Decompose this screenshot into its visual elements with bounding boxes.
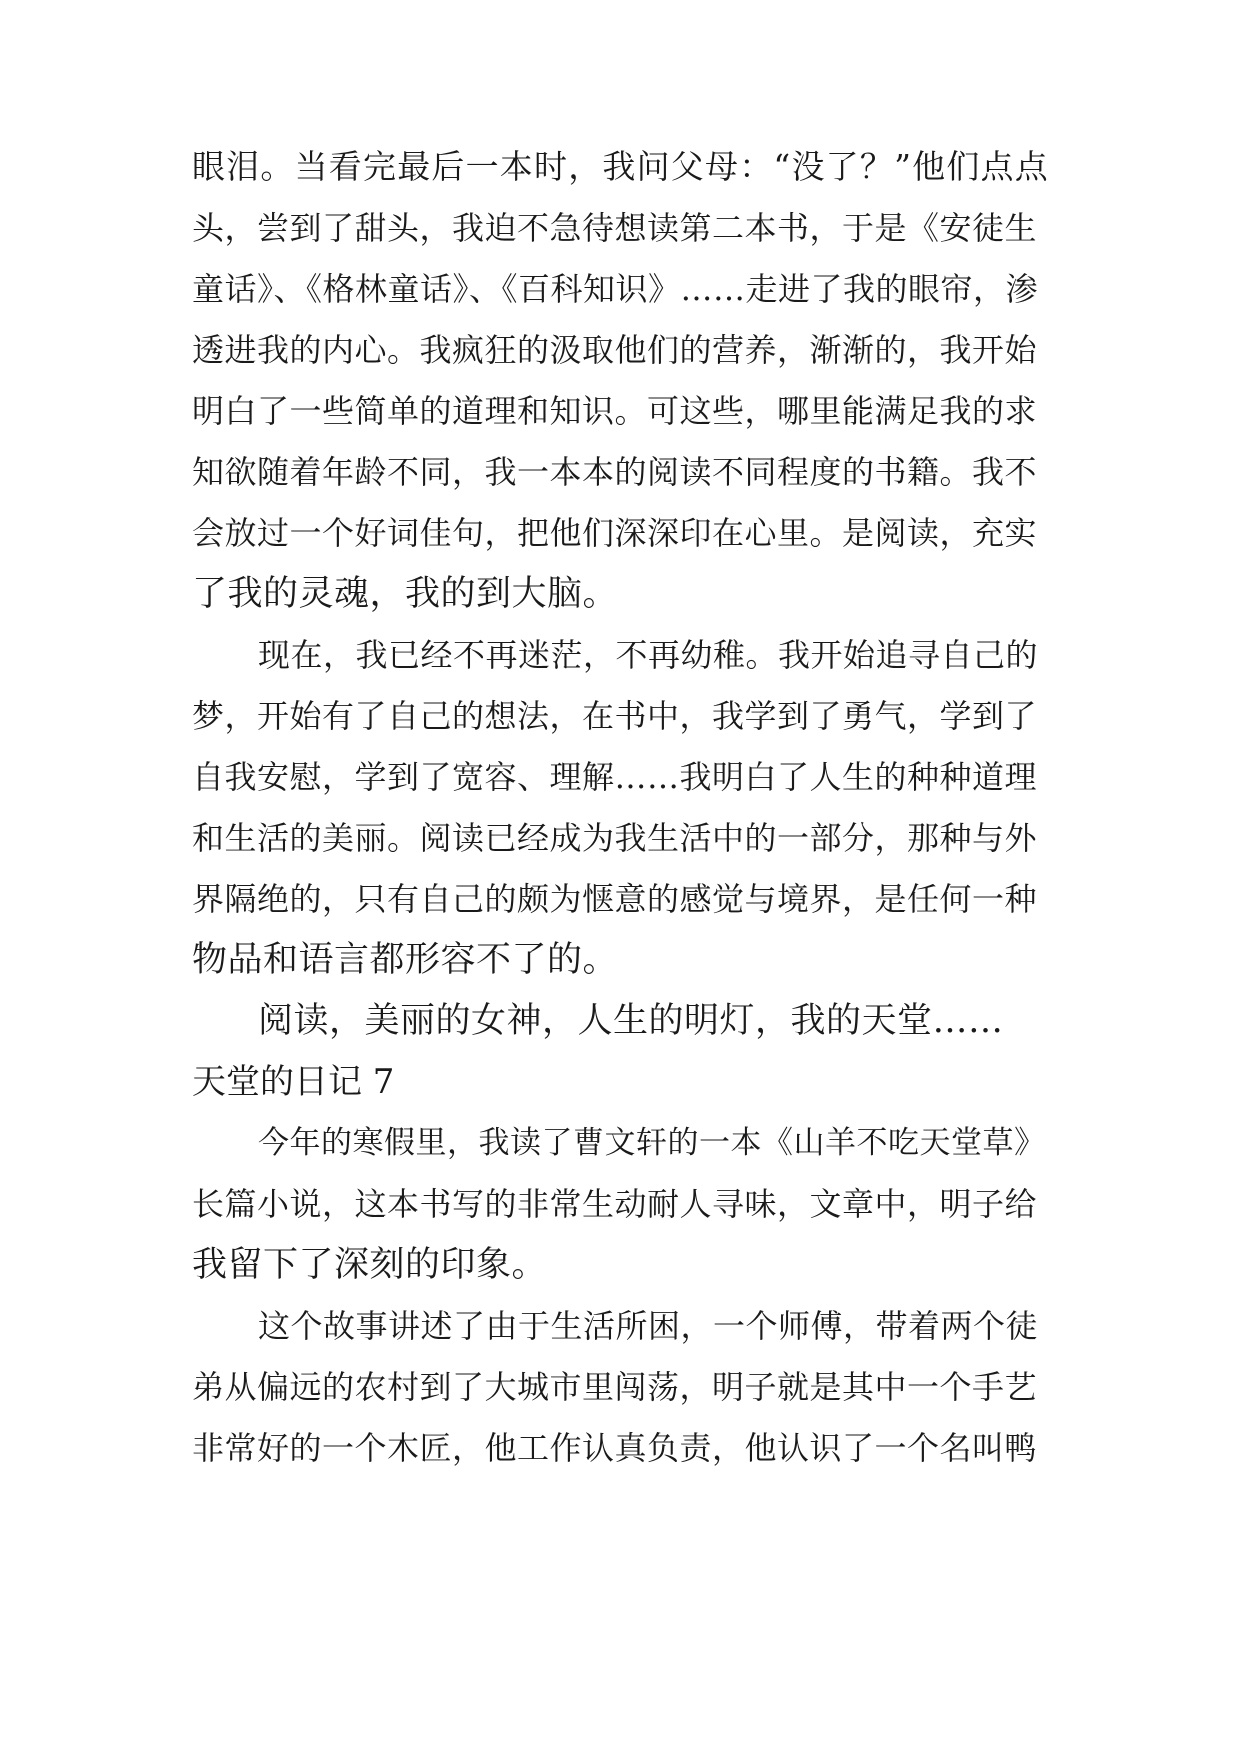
text-line: 知欲随着年龄不同，我一本本的阅读不同程度的书籍。我不 xyxy=(192,453,1038,491)
text-line: 我留下了深刻的印象。 xyxy=(192,1245,548,1285)
text-line: 透进我的内心。我疯狂的汲取他们的营养，渐渐的，我开始 xyxy=(192,331,1038,369)
text-line: 自我安慰，学到了宽容、理解……我明白了人生的种种道理 xyxy=(192,758,1038,796)
text-line: 弟从偏远的农村到了大城市里闯荡，明子就是其中一个手艺 xyxy=(192,1368,1038,1406)
text-line: 非常好的一个木匠，他工作认真负责，他认识了一个名叫鸭 xyxy=(192,1429,1038,1467)
text-line: 长篇小说，这本书写的非常生动耐人寻味，文章中，明子给 xyxy=(192,1185,1038,1223)
text-line: 会放过一个好词佳句，把他们深深印在心里。是阅读，充实 xyxy=(192,514,1038,552)
text-line: 物品和语言都形容不了的。 xyxy=(192,940,619,980)
text-line: 头，尝到了甜头，我迫不急待想读第二本书，于是《安徒生 xyxy=(192,209,1038,247)
text-line: 和生活的美丽。阅读已经成为我生活中的一部分，那种与外 xyxy=(192,819,1038,857)
text-line: 今年的寒假里，我读了曹文轩的一本《山羊不吃天堂草》 xyxy=(258,1125,1046,1161)
text-line: 现在，我已经不再迷茫，不再幼稚。我开始追寻自己的 xyxy=(258,636,1039,674)
text-line: 梦，开始有了自己的想法，在书中，我学到了勇气，学到了 xyxy=(192,697,1038,735)
text-line: 界隔绝的，只有自己的颇为惬意的感觉与境界，是任何一种 xyxy=(192,880,1038,918)
text-line: 眼泪。当看完最后一本时，我问父母：“没了？”他们点点 xyxy=(192,147,1049,186)
text-line: 这个故事讲述了由于生活所困，一个师傅，带着两个徒 xyxy=(258,1307,1039,1345)
text-line: 童话》、《格林童话》、《百科知识》……走进了我的眼帘，渗 xyxy=(192,270,1039,308)
text-line: 了我的灵魂，我的到大脑。 xyxy=(192,574,619,614)
text-line: 阅读，美丽的女神，人生的明灯，我的天堂…… xyxy=(258,1001,1004,1041)
text-line: 明白了一些简单的道理和知识。可这些，哪里能满足我的求 xyxy=(192,392,1038,430)
section-heading: 天堂的日记 7 xyxy=(192,1062,395,1102)
